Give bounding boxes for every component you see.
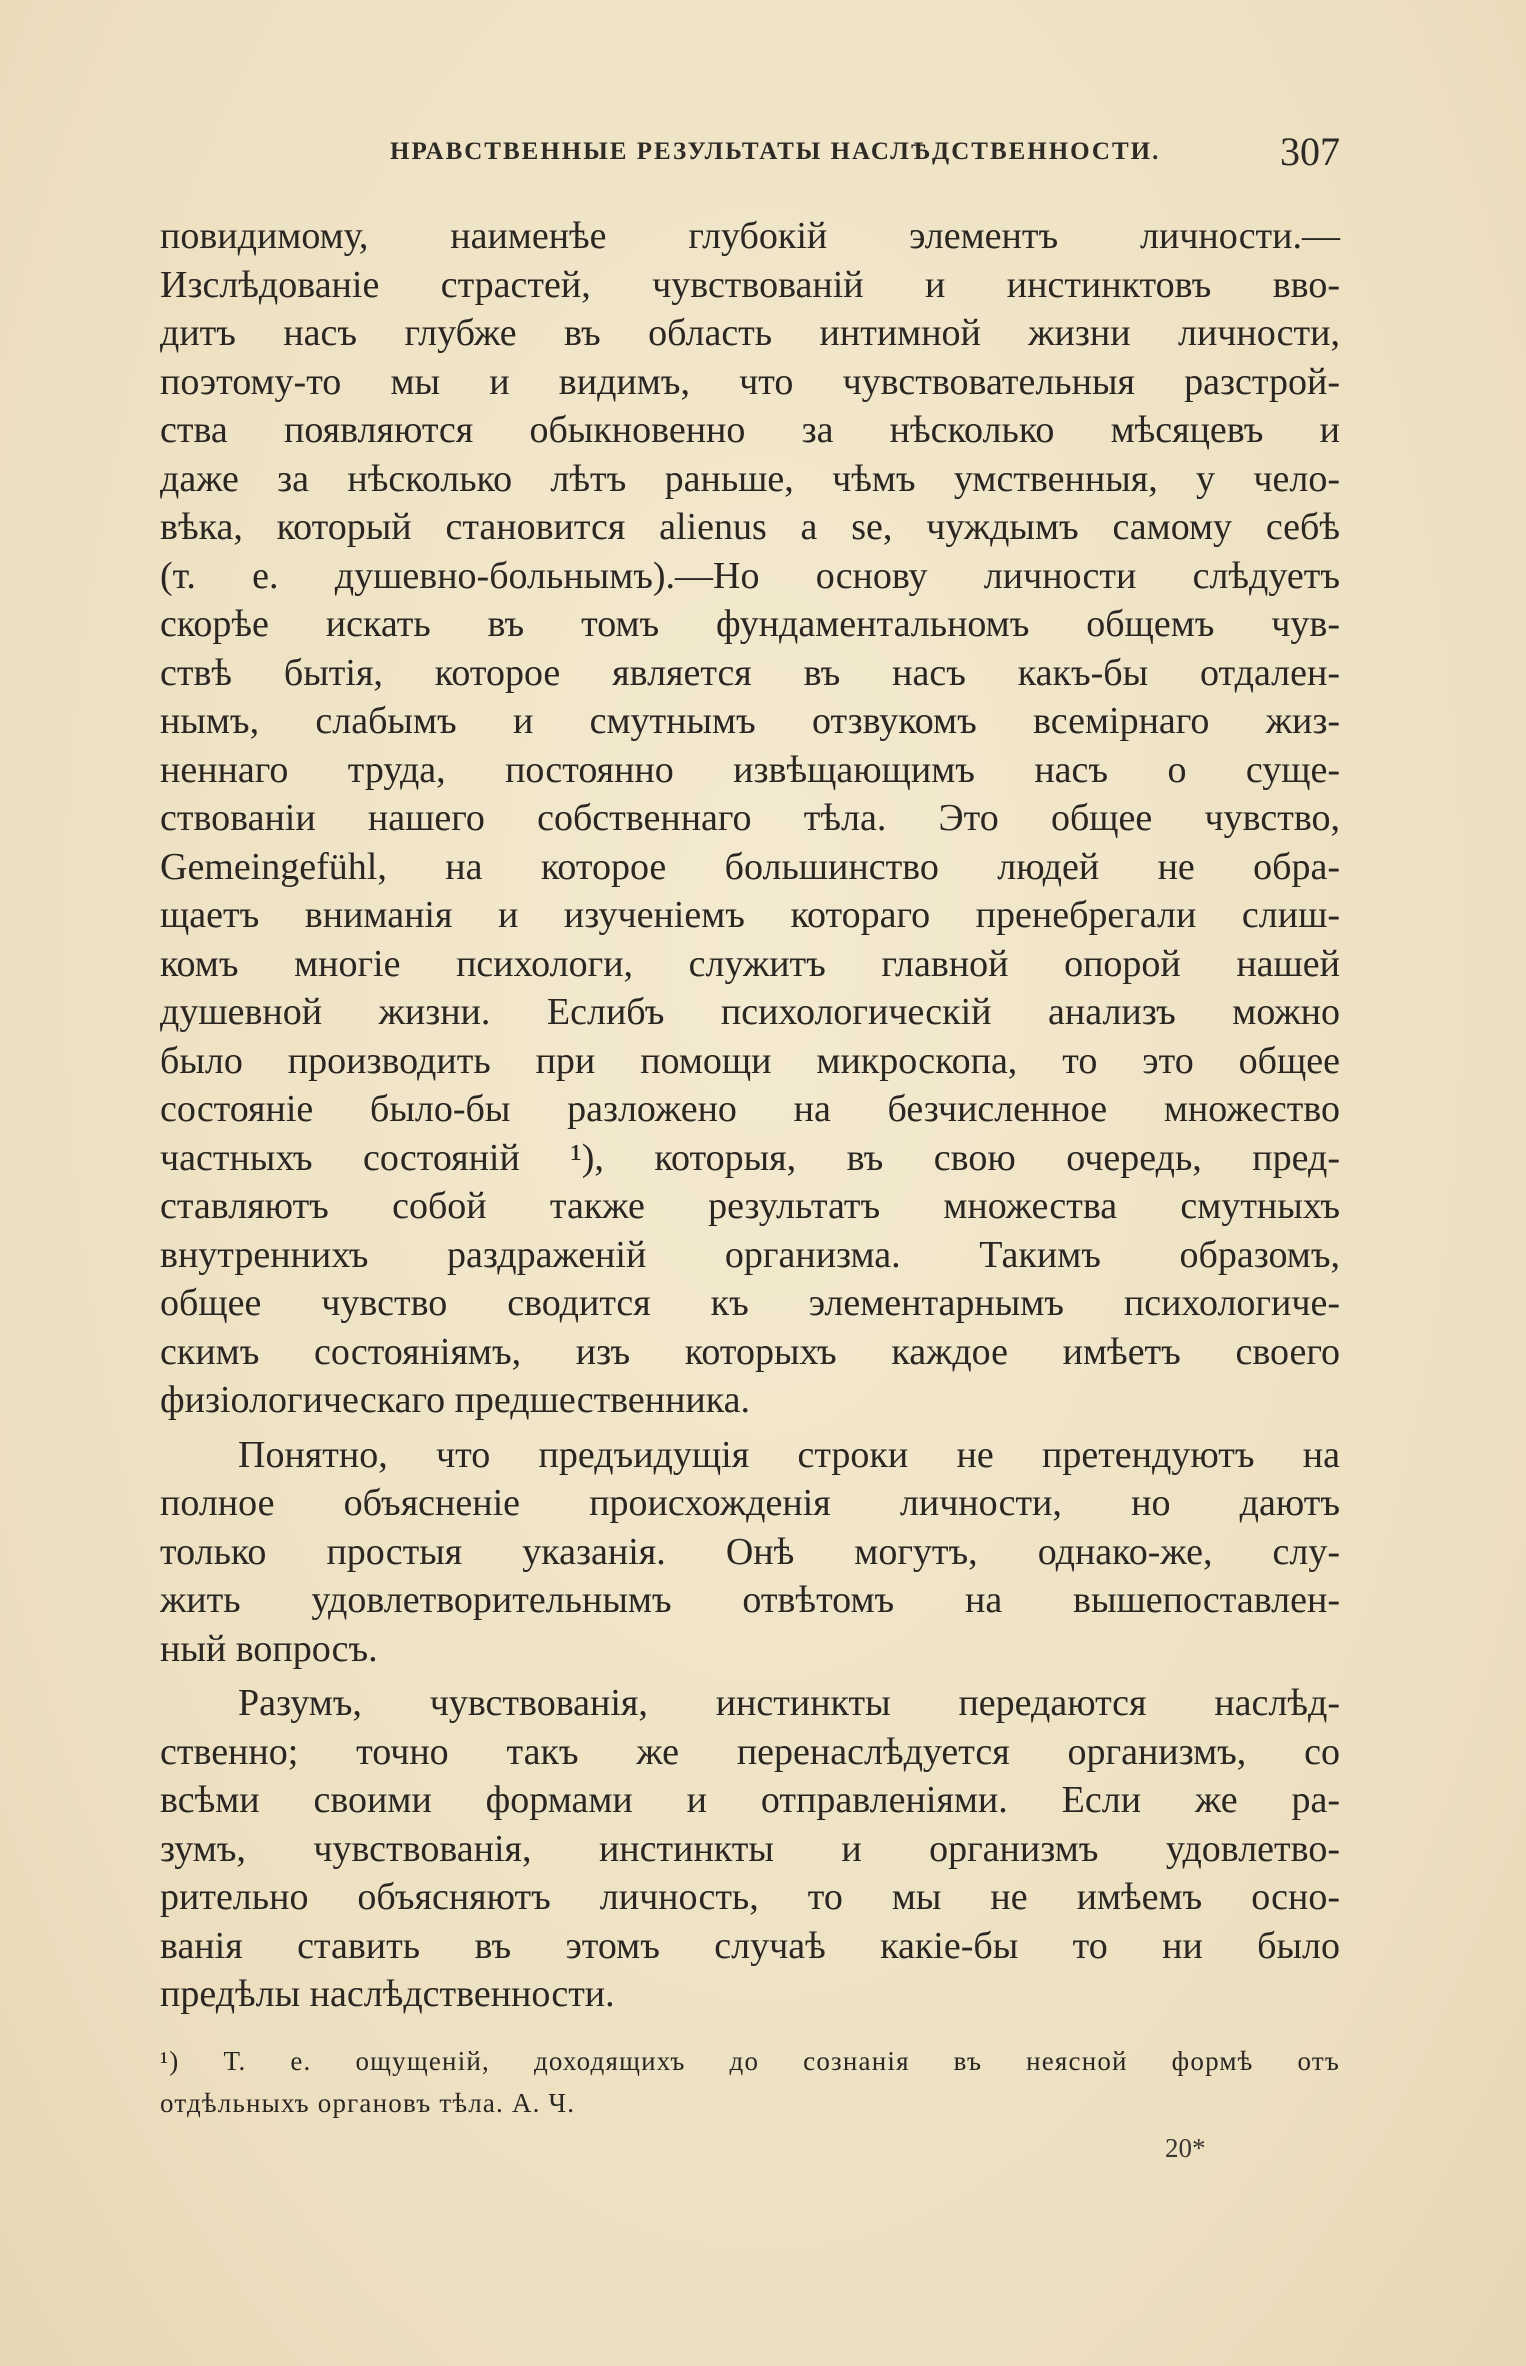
signature-mark: 20*	[1165, 2133, 1206, 2163]
page-number: 307	[1280, 129, 1340, 174]
running-title: НРАВСТВЕННЫЕ РЕЗУЛЬТАТЫ НАСЛѢДСТВЕННОСТИ.	[390, 138, 1161, 165]
text-line: повидимому, наименѣе глубокій элементъ личности.—	[160, 215, 1340, 257]
text-line: Изслѣдованіе страстей, чувствованій и инстинктовъ вво-	[160, 263, 1340, 306]
text-line: жить удовлетворительнымъ отвѣтомъ на вышепоставлен-	[160, 1579, 1340, 1621]
text-line: вѣка, который становится alienus a se, чуждымъ самому себѣ	[160, 506, 1340, 548]
text-line: зумъ, чувствованія, инстинкты и организмъ удовлетво-	[160, 1827, 1340, 1870]
text-line: частныхъ состояній ¹), которыя, въ свою очередь, пред-	[160, 1136, 1340, 1179]
text-line: ственно; точно такъ же перенаслѣдуется организмъ, со	[160, 1730, 1340, 1773]
text-line: рительно объясняютъ личность, то мы не имѣемъ осно-	[160, 1876, 1340, 1918]
text-line: даже за нѣсколько лѣтъ раньше, чѣмъ умственныя, у чело-	[160, 457, 1340, 500]
text-line: (т. е. душевно-больнымъ).—Но основу личности слѣдуетъ	[160, 554, 1340, 597]
text-line: дитъ насъ глубже въ область интимной жизни личности,	[160, 312, 1340, 354]
text-line: ства появляются обыкновенно за нѣсколько мѣсяцевъ и	[160, 409, 1340, 451]
text-line: душевной жизни. Еслибъ психологическій анализъ можно	[160, 991, 1340, 1033]
text-line: поэтому-то мы и видимъ, что чувствовательныя разстрой-	[160, 360, 1340, 403]
text-line: скимъ состояніямъ, изъ которыхъ каждое имѣетъ своего	[160, 1330, 1340, 1373]
text-line: всѣми своими формами и отправленіями. Если же ра-	[160, 1779, 1340, 1821]
body-text	[160, 212, 1340, 2019]
running-head	[160, 128, 1340, 178]
text-line: ствѣ бытія, которое является въ насъ какъ-бы отдален-	[160, 651, 1340, 694]
text-line: полное объясненіе происхожденія личности, но даютъ	[160, 1482, 1340, 1524]
footnotes	[160, 2040, 1340, 2124]
text-line: было производить при помощи микроскопа, то это общее	[160, 1039, 1340, 1082]
footnote-line: отдѣльныхъ органовъ тѣла. А. Ч.	[160, 2088, 576, 2118]
text-line: Gemeingefühl, на которое большинство людей не обра-	[160, 845, 1340, 888]
text-line: Разумъ, чувствованія, инстинкты передаются наслѣд-	[238, 1682, 1340, 1724]
text-line: нымъ, слабымъ и смутнымъ отзвукомъ всеміpнаго жиз-	[160, 700, 1340, 742]
text-line: скорѣе искать въ томъ фундаментальномъ общемъ чув-	[160, 603, 1340, 645]
text-line: щаетъ вниманія и изученіемъ котораго пренебрегали слиш-	[160, 894, 1340, 936]
text-line: ствованіи нашего собственнаго тѣла. Это общее чувство,	[160, 797, 1340, 839]
paragraph-3	[160, 1679, 1340, 2019]
text-line: ставляютъ собой также результатъ множества смутныхъ	[160, 1185, 1340, 1227]
text-line: предѣлы наслѣдственности.	[160, 1973, 615, 2015]
text-line: общее чувство сводится къ элементарнымъ психологиче-	[160, 1282, 1340, 1324]
text-line: Понятно, что предъидущія строки не претендуютъ на	[238, 1433, 1340, 1476]
text-line: внутреннихъ раздраженій организма. Такимъ образомъ,	[160, 1233, 1340, 1276]
paragraph-1	[160, 212, 1340, 1425]
text-line: ный вопросъ.	[160, 1627, 378, 1670]
text-line: неннаго труда, постоянно извѣщающимъ насъ о суще-	[160, 748, 1340, 791]
text-line: комъ многіе психологи, служитъ главной опорой нашей	[160, 942, 1340, 985]
text-line: ванія ставить въ этомъ случаѣ какіе-бы то ни было	[160, 1924, 1340, 1967]
footnote-line: ¹) Т. е. ощущеній, доходящихъ до сознанія въ неясной формѣ отъ	[160, 2046, 1340, 2076]
text-line: физіологическаго предшественника.	[160, 1379, 751, 1421]
paragraph-2	[160, 1431, 1340, 1674]
text-line: только простыя указанія. Онѣ могутъ, однако-же, слу-	[160, 1530, 1340, 1573]
text-line: состояніе было-бы разложено на безчисленное множество	[160, 1088, 1340, 1130]
